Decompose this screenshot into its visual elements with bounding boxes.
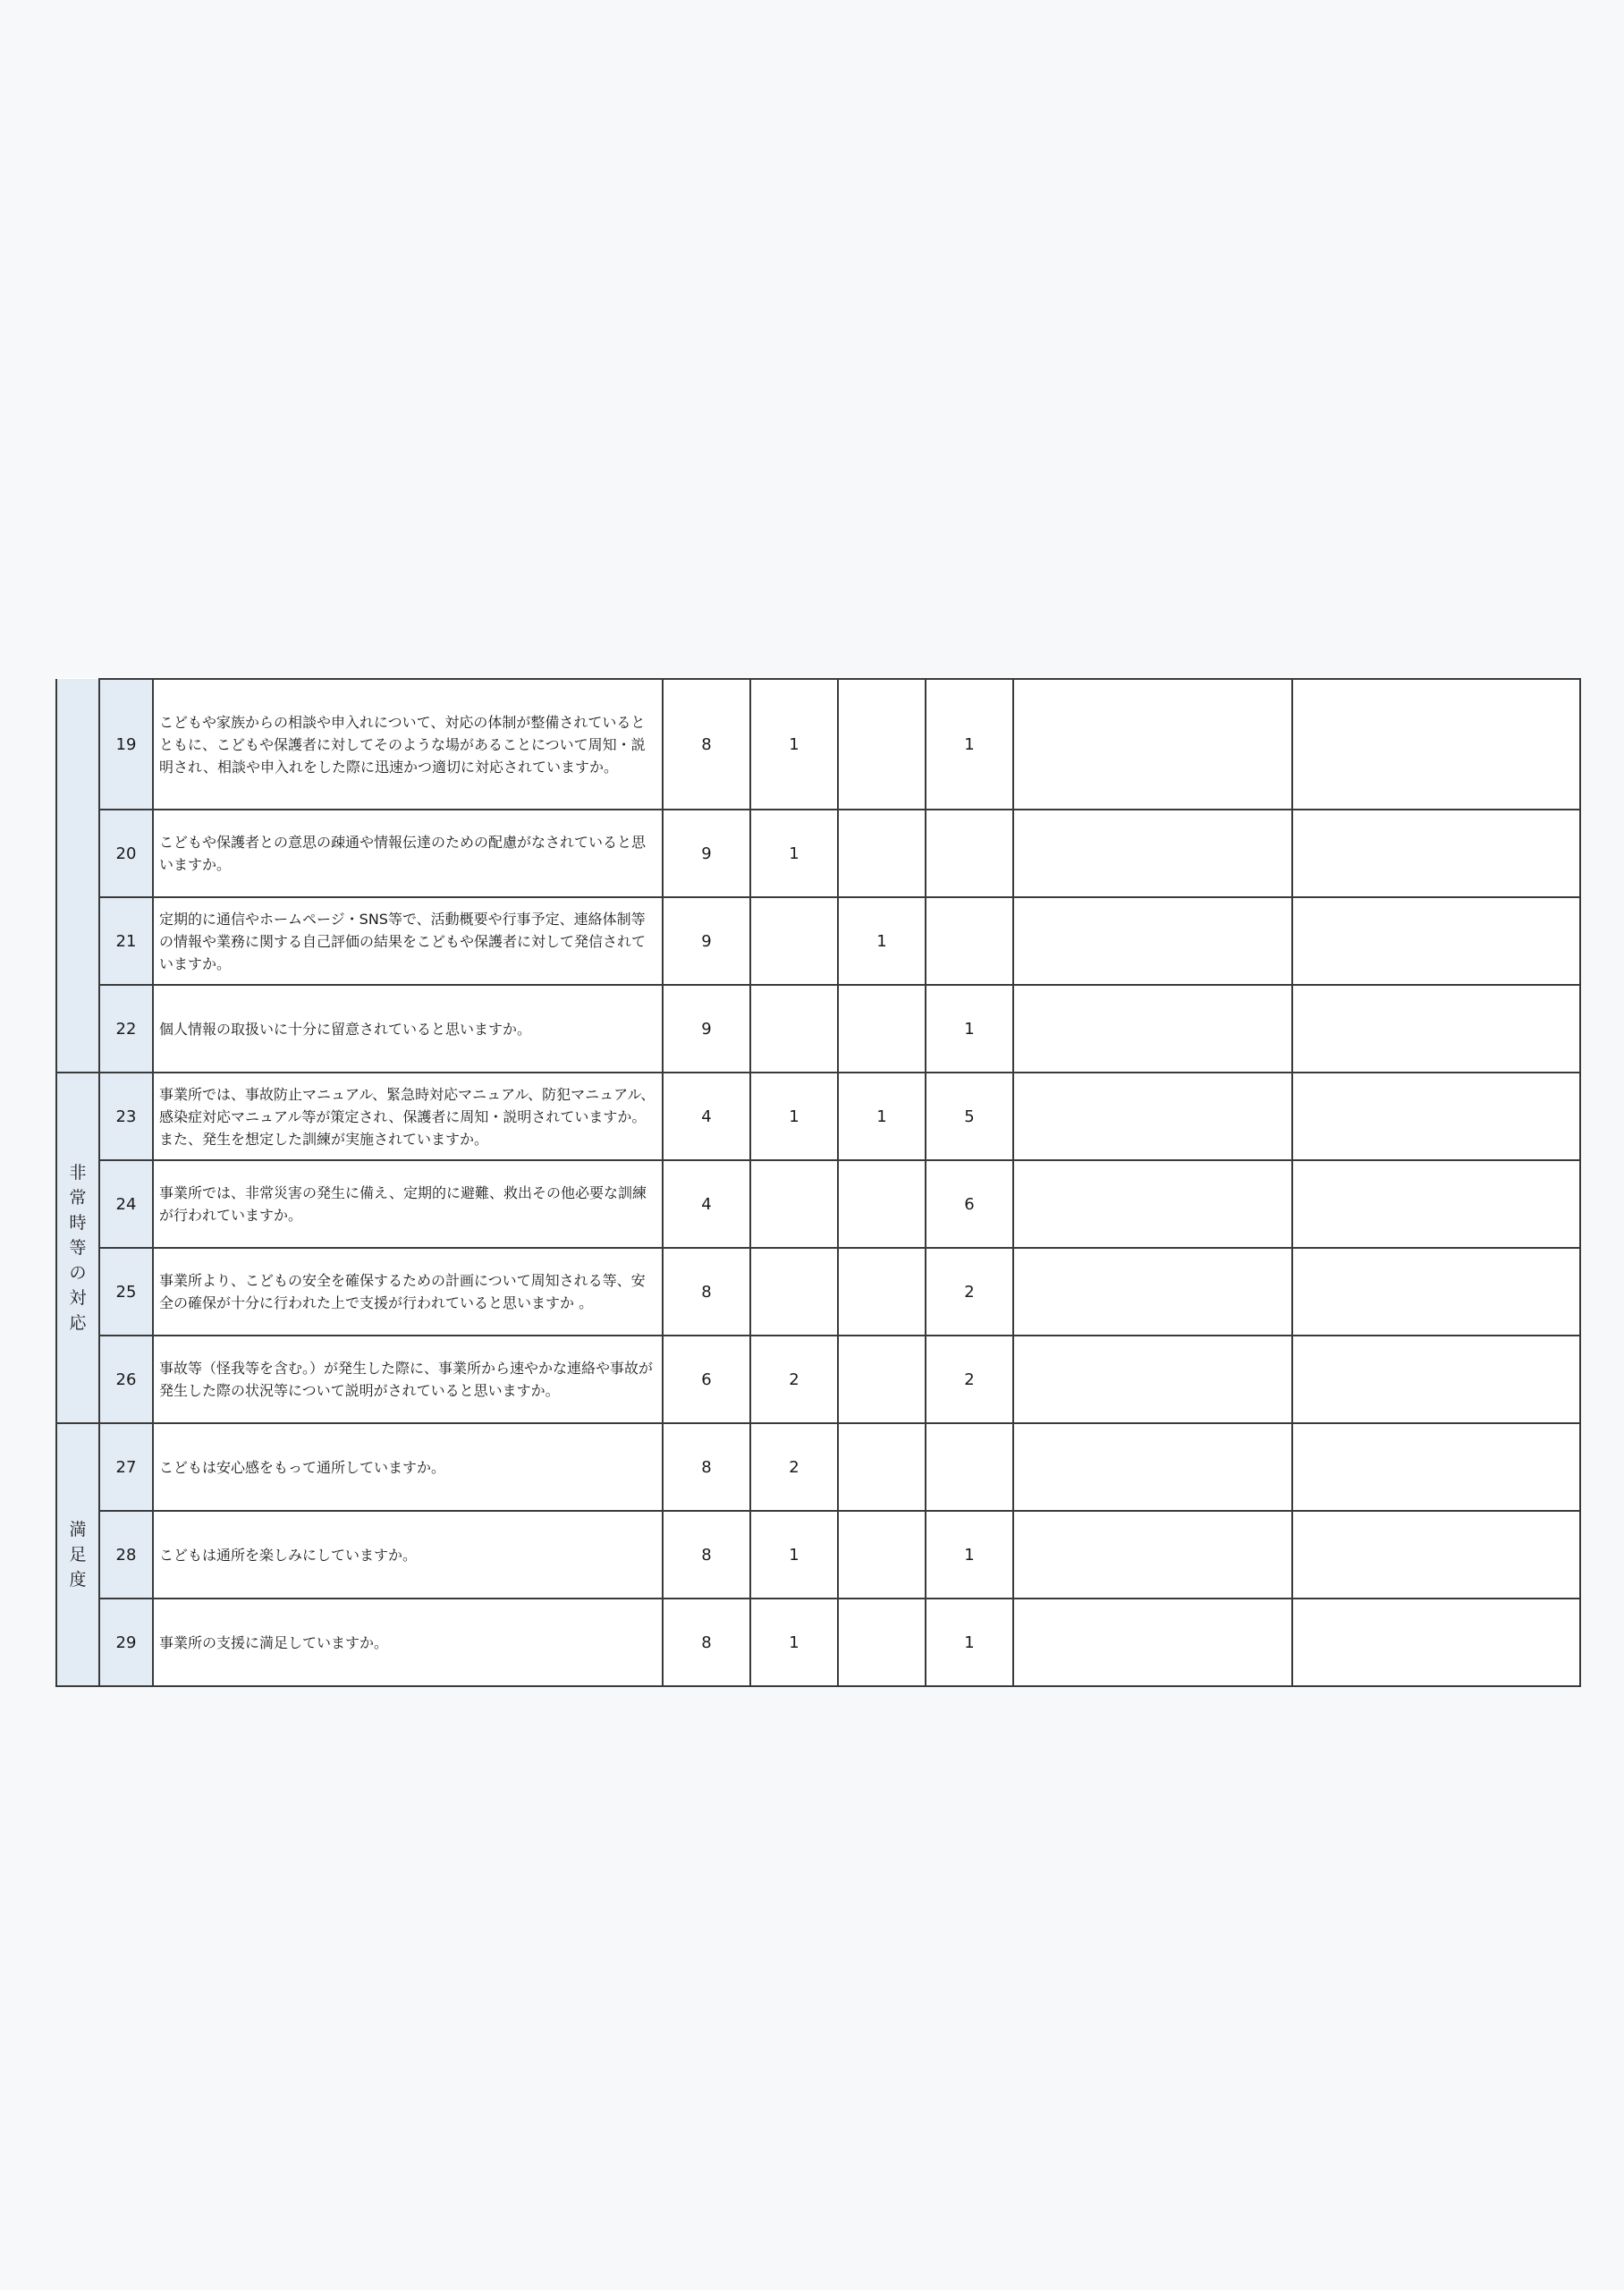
row-number: 25	[99, 1248, 153, 1336]
response-cell	[1292, 679, 1580, 810]
question-text: 事業所では、事故防止マニュアル、緊急時対応マニュアル、防犯マニュアル、感染症対応マニュアル等が策定され、保護者に周知・説明されていますか。また、発生を想定した訓練が実施されていますか。	[153, 1073, 663, 1160]
answer-count-unknown	[926, 1423, 1013, 1511]
response-cell	[1292, 1160, 1580, 1248]
answer-count-somewhat: 1	[750, 1511, 838, 1599]
table-row	[56, 1423, 1580, 1511]
answer-count-yes: 4	[663, 1073, 750, 1160]
answer-count-yes: 9	[663, 810, 750, 897]
answer-count-yes: 8	[663, 1511, 750, 1599]
table-row	[56, 1599, 1580, 1686]
answer-count-yes: 9	[663, 897, 750, 985]
question-text: こどもは通所を楽しみにしていますか。	[153, 1511, 663, 1599]
question-text: 定期的に通信やホームページ・SNS等で、活動概要や行事予定、連絡体制等の情報や業務に関する自己評価の結果をこどもや保護者に対して発信されていますか。	[153, 897, 663, 985]
category-cell-emergency	[56, 1073, 99, 1423]
answer-count-no: 1	[838, 1073, 926, 1160]
answer-count-yes: 8	[663, 1248, 750, 1336]
table-row	[56, 1511, 1580, 1599]
response-cell	[1292, 897, 1580, 985]
answer-count-unknown: 6	[926, 1160, 1013, 1248]
question-text: こどもや保護者との意思の疎通や情報伝達のための配慮がなされていると思いますか。	[153, 810, 663, 897]
answer-count-somewhat: 1	[750, 1073, 838, 1160]
question-text: こどもや家族からの相談や申入れについて、対応の体制が整備されているとともに、こどもや保護者に対してそのような場があることについて周知・説明され、相談や申入れをした際に迅速かつ適切に対応されていますか。	[153, 679, 663, 810]
answer-count-no	[838, 1423, 926, 1511]
answer-count-unknown: 1	[926, 679, 1013, 810]
row-number: 21	[99, 897, 153, 985]
answer-count-unknown: 2	[926, 1336, 1013, 1423]
comment-cell	[1013, 1160, 1292, 1248]
answer-count-no	[838, 1511, 926, 1599]
answer-count-somewhat: 1	[750, 1599, 838, 1686]
row-number: 26	[99, 1336, 153, 1423]
answer-count-somewhat: 1	[750, 679, 838, 810]
answer-count-somewhat	[750, 897, 838, 985]
table-row	[56, 1073, 1580, 1160]
row-number: 24	[99, 1160, 153, 1248]
question-text: 個人情報の取扱いに十分に留意されていると思いますか。	[153, 985, 663, 1073]
row-number: 27	[99, 1423, 153, 1511]
answer-count-somewhat: 2	[750, 1336, 838, 1423]
comment-cell	[1013, 1336, 1292, 1423]
response-cell	[1292, 1511, 1580, 1599]
row-number: 28	[99, 1511, 153, 1599]
comment-cell	[1013, 679, 1292, 810]
answer-count-no	[838, 1336, 926, 1423]
response-cell	[1292, 1248, 1580, 1336]
comment-cell	[1013, 1073, 1292, 1160]
table-row	[56, 1160, 1580, 1248]
answer-count-yes: 8	[663, 679, 750, 810]
answer-count-unknown	[926, 810, 1013, 897]
answer-count-somewhat	[750, 1248, 838, 1336]
comment-cell	[1013, 810, 1292, 897]
table-row	[56, 1248, 1580, 1336]
comment-cell	[1013, 1511, 1292, 1599]
row-number: 20	[99, 810, 153, 897]
row-number: 29	[99, 1599, 153, 1686]
table-row	[56, 985, 1580, 1073]
answer-count-yes: 8	[663, 1423, 750, 1511]
answer-count-unknown: 2	[926, 1248, 1013, 1336]
answer-count-yes: 4	[663, 1160, 750, 1248]
question-text: こどもは安心感をもって通所していますか。	[153, 1423, 663, 1511]
response-cell	[1292, 810, 1580, 897]
answer-count-no	[838, 1160, 926, 1248]
answer-count-somewhat	[750, 1160, 838, 1248]
question-text: 事故等（怪我等を含む。）が発生した際に、事業所から速やかな連絡や事故が発生した際の状況等について説明がされていると思いますか。	[153, 1336, 663, 1423]
table-row	[56, 1336, 1580, 1423]
question-text: 事業所では、非常災害の発生に備え、定期的に避難、救出その他必要な訓練が行われていますか。	[153, 1160, 663, 1248]
answer-count-yes: 6	[663, 1336, 750, 1423]
answer-count-no: 1	[838, 897, 926, 985]
table-row	[56, 679, 1580, 810]
answer-count-yes: 8	[663, 1599, 750, 1686]
category-cell-satisfaction	[56, 1423, 99, 1686]
comment-cell	[1013, 897, 1292, 985]
answer-count-somewhat	[750, 985, 838, 1073]
question-text: 事業所の支援に満足していますか。	[153, 1599, 663, 1686]
answer-count-no	[838, 679, 926, 810]
answer-count-no	[838, 1599, 926, 1686]
answer-count-no	[838, 985, 926, 1073]
answer-count-unknown: 1	[926, 985, 1013, 1073]
response-cell	[1292, 1423, 1580, 1511]
row-number: 22	[99, 985, 153, 1073]
response-cell	[1292, 1073, 1580, 1160]
table-row	[56, 810, 1580, 897]
comment-cell	[1013, 1248, 1292, 1336]
answer-count-unknown: 1	[926, 1599, 1013, 1686]
answer-count-unknown	[926, 897, 1013, 985]
category-label-emergency: 非常時等の対応	[69, 1163, 87, 1333]
answer-count-unknown: 1	[926, 1511, 1013, 1599]
response-cell	[1292, 985, 1580, 1073]
comment-cell	[1013, 1423, 1292, 1511]
answer-count-unknown: 5	[926, 1073, 1013, 1160]
answer-count-yes: 9	[663, 985, 750, 1073]
comment-cell	[1013, 1599, 1292, 1686]
response-cell	[1292, 1336, 1580, 1423]
table-row	[56, 897, 1580, 985]
comment-cell	[1013, 985, 1292, 1073]
row-number: 23	[99, 1073, 153, 1160]
category-cell-continued	[56, 679, 99, 1073]
question-text: 事業所より、こどもの安全を確保するための計画について周知される等、安全の確保が十分に行われた上で支援が行われていると思いますか 。	[153, 1248, 663, 1336]
row-number: 19	[99, 679, 153, 810]
answer-count-somewhat: 1	[750, 810, 838, 897]
answer-count-no	[838, 810, 926, 897]
response-cell	[1292, 1599, 1580, 1686]
category-label-satisfaction: 満足度	[69, 1520, 87, 1590]
answer-count-somewhat: 2	[750, 1423, 838, 1511]
answer-count-no	[838, 1248, 926, 1336]
survey-table	[55, 678, 1581, 1687]
